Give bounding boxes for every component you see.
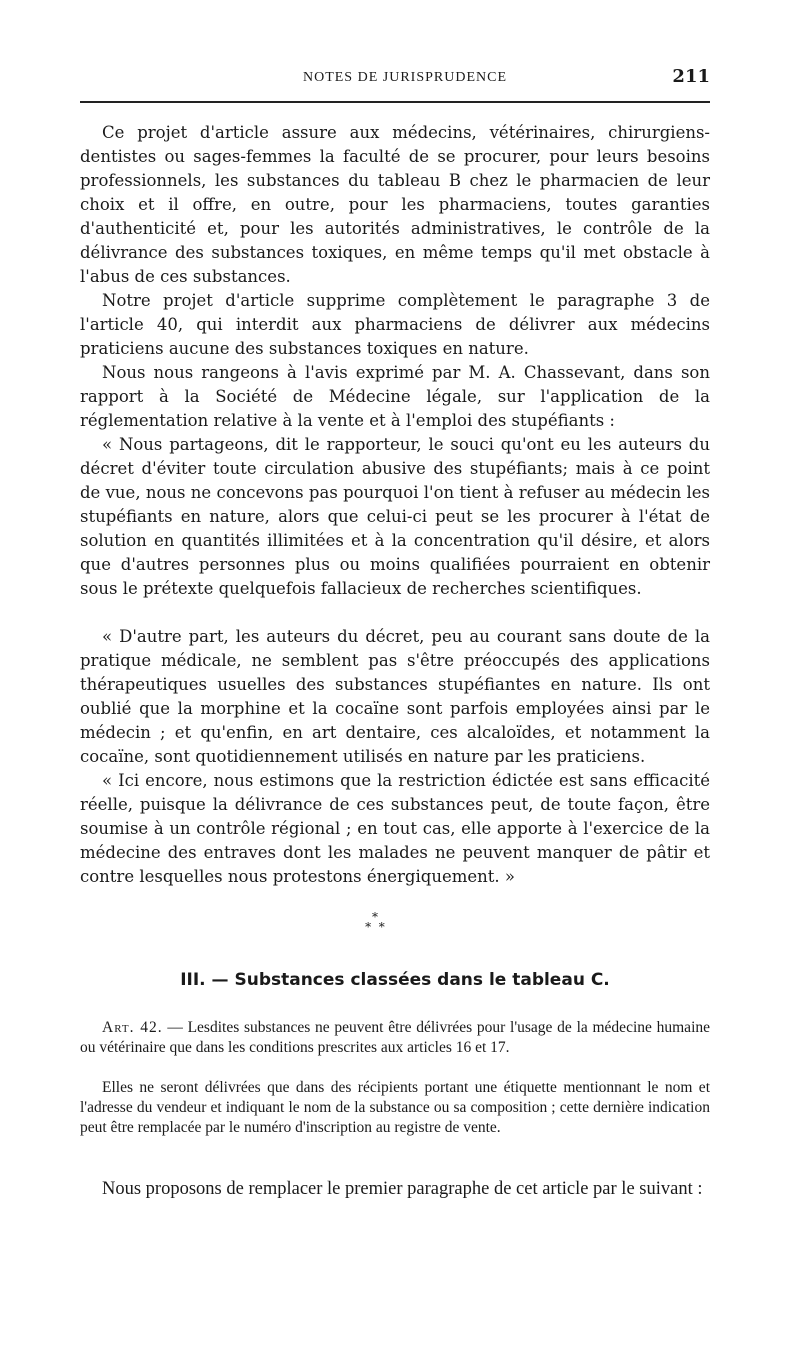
- article-label: Art. 42.: [102, 1019, 163, 1036]
- paragraph-1: Ce projet d'article assure aux médecins, vétérinaires, chirurgiens-dentistes ou sages-femmes la faculté de se procurer, pour leurs besoins professionnels, les substances du tableau B chez le pharmacien de leur choix et il offre, en outre, pour les pharmaciens, toutes garanties d'authenticité et, pour les autorités administratives, le contrôle de la délivrance des substances toxiques, en même temps qu'il met obstacle à l'abus de ces substances.: [80, 123, 710, 286]
- article-42-paragraph-1: [80, 1018, 710, 1058]
- paragraph-2: Notre projet d'article supprime complètement le paragraphe 3 de l'article 40, qui interdit aux pharmaciens de délivrer aux médecins praticiens aucune des substances toxiques en nature.: [80, 291, 710, 358]
- asterism-divider: * * *: [365, 910, 385, 934]
- quotation-paragraph-2: « D'autre part, les auteurs du décret, peu au courant sans doute de la pratique médicale, ne semblent pas s'être préoccupés des applications thérapeutiques usuelles des substances stupéfiantes en nature. Ils ont oublié que la morphine et la cocaïne sont parfois employées ainsi par le médecin ; et qu'enfin, en art dentaire, ces alcaloïdes, et notamment la cocaïne, sont quotidiennement utilisés en nature par les praticiens.: [80, 627, 710, 766]
- closing-paragraph: Nous proposons de remplacer le premier paragraphe de cet article par le suivant :: [102, 1179, 703, 1199]
- page-number: 211: [672, 66, 710, 87]
- paragraph-3: Nous nous rangeons à l'avis exprimé par M. A. Chassevant, dans son rapport à la Société de Médecine légale, sur l'application de la réglementation relative à la vente et à l'emploi des stupéfiants :: [80, 363, 710, 430]
- header-rule: [80, 101, 710, 103]
- article-42-paragraph-2: Elles ne seront délivrées que dans des récipients portant une étiquette mentionnant le nom et l'adresse du vendeur et indiquant le nom de la substance ou sa composition ; cette dernière indication peut être remplacée par le numéro d'inscription au registre de vente.: [80, 1079, 710, 1136]
- section-heading: III. — Substances classées dans le tableau C.: [180, 970, 610, 990]
- article-text-1: — Lesdites substances ne peuvent être délivrées pour l'usage de la médecine humaine ou vétérinaire que dans les conditions prescrites aux articles 16 et 17.: [80, 1019, 710, 1056]
- running-title: NOTES DE JURISPRUDENCE: [302, 70, 507, 85]
- quotation-paragraph-3: « Ici encore, nous estimons que la restriction édictée est sans efficacité réelle, puisque la délivrance de ces substances peut, de toute façon, être soumise à un contrôle régional ; en tout cas, elle apporte à l'exercice de la médecine des entraves dont les malades ne peuvent manquer de pâtir et contre lesquelles nous protestons énergiquement. »: [80, 771, 710, 886]
- quotation-paragraph-1: « Nous partageons, dit le rapporteur, le souci qu'ont eu les auteurs du décret d'éviter toute circulation abusive des stupéfiants; mais à ce point de vue, nous ne concevons pas pourquoi l'on tient à refuser au médecin les stupéfiants en nature, alors que celui-ci peut se les procurer à l'état de solution en quantités illimitées et à la concentration qu'il désire, et alors que d'autres personnes plus ou moins qualifiées pourraient en obtenir sous le prétexte quelquefois fallacieux de recherches scientifiques.: [80, 435, 710, 598]
